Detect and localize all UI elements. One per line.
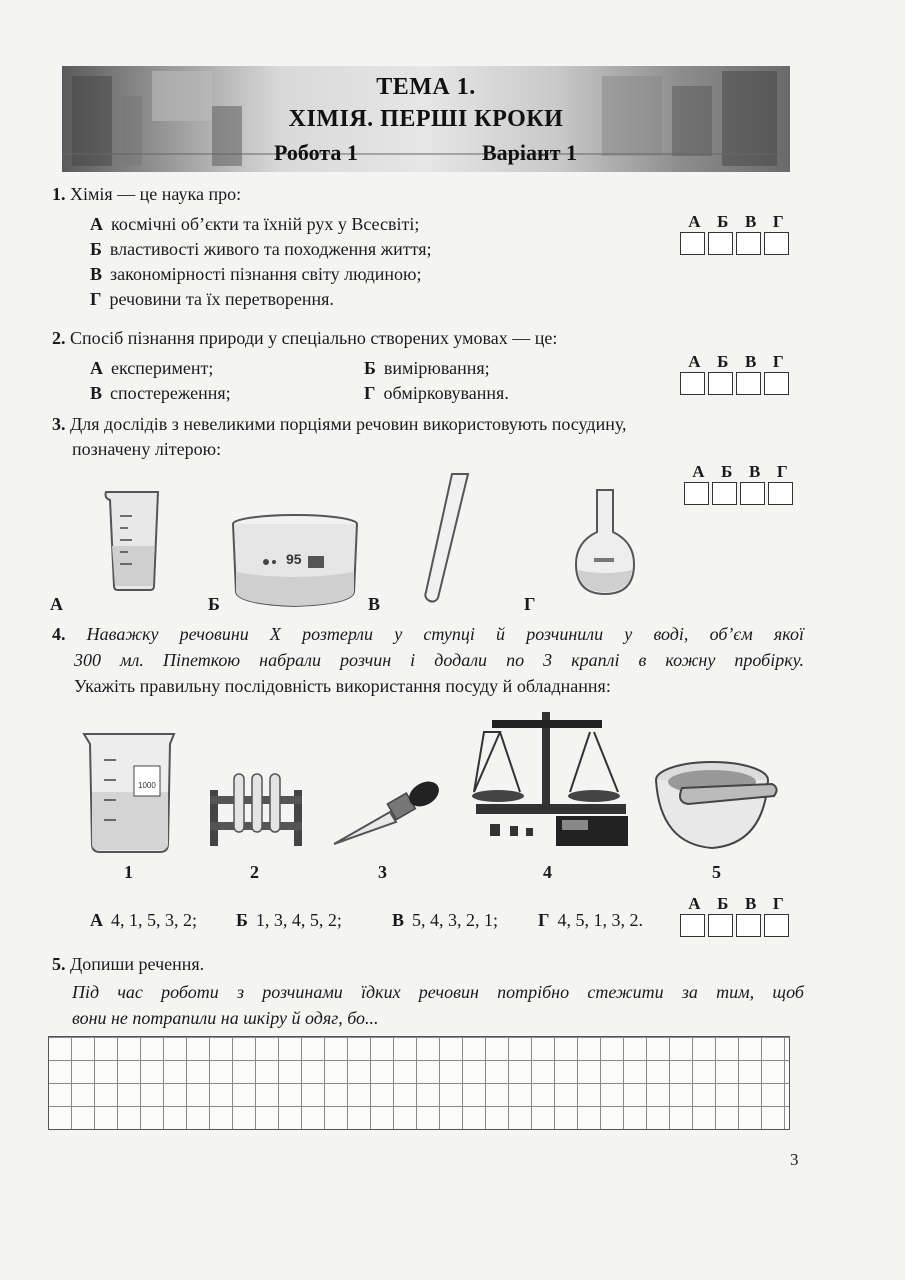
q1-option-b[interactable] [90,237,431,261]
question-text-line1: Для дослідів з невеликими порціями речовин використовують посудину, [70,414,627,434]
option-letter: Г [364,383,376,403]
image-number-2: 2 [250,862,259,882]
answer-box-c[interactable] [740,482,765,505]
large-beaker-icon [80,728,180,856]
balance-scale-icon [470,708,632,852]
mortar-and-pestle-icon [652,744,782,852]
dish-mark: 95 [286,551,302,567]
answer-letter: А [688,352,701,371]
q2-answer-grid [680,352,792,395]
option-text: вимірювання; [383,358,490,378]
question-number: 2. [52,328,66,348]
option-text: експеримент; [111,358,214,378]
image-number-5: 5 [712,862,721,882]
page-number: 3 [790,1150,799,1169]
option-letter: Б [90,239,102,259]
answer-letter: А [688,894,701,913]
option-letter: Г [538,910,550,930]
q1-option-a[interactable] [90,212,419,236]
option-letter: А [90,910,103,930]
q1-option-c[interactable] [90,262,421,286]
question-text-line2: вони не потрапили на шкіру й одяг, бо... [72,1008,379,1028]
option-text: властивості живого та походження життя; [109,239,432,259]
question-text-line2: позначену літерою: [72,439,222,459]
image-label-d: Г [524,594,536,614]
answer-box-c[interactable] [736,914,761,937]
option-letter: В [90,264,103,284]
answer-letter: Г [772,352,784,371]
answer-box-b[interactable] [712,482,737,505]
question-text: Допиши речення. [70,954,205,974]
question-1 [52,182,241,206]
q3-answer-grid [684,462,796,505]
image-number-4: 4 [543,862,552,882]
answer-letter: Г [776,462,788,481]
question-number: 4. [52,624,66,644]
q4-option-d[interactable] [538,908,643,932]
answer-box-a[interactable] [680,372,705,395]
question-4-line2 [74,648,804,672]
answer-letter: Б [717,352,729,371]
option-text: 4, 5, 1, 3, 2. [557,910,643,930]
question-4-line3 [74,674,611,698]
question-text-line1: Під час роботи з розчинами їдких речовин потрібно стежити за тим, щоб [72,982,804,1002]
answer-box-d[interactable] [764,232,789,255]
answer-letter: Б [721,462,733,481]
option-letter: Б [236,910,248,930]
question-3 [52,412,804,436]
image-label-a: А [50,594,63,614]
topic-number: ТЕМА 1. [376,74,476,100]
answer-letter: В [744,894,757,913]
q4-option-a[interactable] [90,908,197,932]
option-letter: Б [364,358,376,378]
answer-box-a[interactable] [680,232,705,255]
question-5 [52,952,204,976]
option-text: 4, 1, 5, 3, 2; [111,910,198,930]
option-text: 1, 3, 4, 5, 2; [255,910,342,930]
answer-letter: А [688,212,701,231]
answer-box-d[interactable] [764,914,789,937]
question-text: Спосіб пізнання природи у спеціально створених умовах — це: [70,328,558,348]
option-text: речовини та їх перетворення. [109,289,334,309]
question-text: Хімія — це наука про: [70,184,242,204]
question-number: 1. [52,184,66,204]
answer-letter: Г [772,894,784,913]
option-letter: А [90,214,103,234]
option-text: спостереження; [110,383,231,403]
answer-letter: В [744,352,757,371]
test-tube-rack-icon [206,770,306,850]
pipette-dropper-icon [330,776,442,850]
q4-option-b[interactable] [236,908,342,932]
question-text-line3: Укажіть правильну послідовність використання посуду й обладнання: [74,676,611,696]
round-flask-icon [572,486,638,598]
q2-option-b[interactable] [364,356,490,380]
answer-letter: Б [717,212,729,231]
question-text-line2: 300 мл. Піпеткою набрали розчин і додали по 3 краплі в кожну пробірку. [74,650,804,670]
answer-letter: В [744,212,757,231]
answer-box-a[interactable] [680,914,705,937]
question-5-line1 [72,980,804,1004]
option-text: 5, 4, 3, 2, 1; [412,910,499,930]
answer-box-b[interactable] [708,232,733,255]
option-text: обмірковування. [383,383,509,403]
image-label-b: Б [208,594,220,614]
q2-option-c[interactable] [90,381,231,405]
answer-box-d[interactable] [764,372,789,395]
q4-option-c[interactable] [392,908,498,932]
question-number: 5. [52,954,66,974]
option-letter: А [90,358,103,378]
answer-letter: В [748,462,761,481]
work-label: Робота 1 [274,140,358,165]
variant-label: Варіант 1 [482,140,578,165]
question-number: 3. [52,414,66,434]
question-2 [52,326,557,350]
answer-letter: А [692,462,705,481]
option-letter: В [90,383,103,403]
test-tube-icon [420,470,472,606]
topic-title: ХІМІЯ. ПЕРШІ КРОКИ [288,106,564,132]
question-text-line1: Наважку речовини X розтерли у ступці й розчинили у воді, об’єм якої [86,624,804,644]
question-3-continued [72,437,221,461]
image-label-c: В [368,594,381,614]
answer-box-c[interactable] [736,372,761,395]
answer-box-a[interactable] [684,482,709,505]
q2-option-a[interactable] [90,356,213,380]
answer-box-b[interactable] [708,372,733,395]
answer-letter: Г [772,212,784,231]
header-banner [62,66,790,172]
option-text: закономірності пізнання світу людиною; [110,264,422,284]
q4-answer-grid [680,894,792,937]
small-beaker-icon [98,486,170,594]
image-number-1: 1 [124,862,133,882]
option-letter: Г [90,289,102,309]
option-text: космічні об’єкти та їхній рух у Всесвіті; [111,214,420,234]
q2-option-d[interactable] [364,381,509,405]
question-5-line2 [72,1006,379,1030]
answer-writing-grid[interactable] [48,1036,790,1130]
question-4 [52,622,804,646]
answer-box-b[interactable] [708,914,733,937]
q1-option-d[interactable] [90,287,334,311]
q1-answer-grid [680,212,792,255]
answer-box-d[interactable] [768,482,793,505]
answer-letter: Б [717,894,729,913]
option-letter: В [392,910,405,930]
beaker-mark: 1000 [138,781,156,790]
image-number-3: 3 [378,862,387,882]
answer-box-c[interactable] [736,232,761,255]
